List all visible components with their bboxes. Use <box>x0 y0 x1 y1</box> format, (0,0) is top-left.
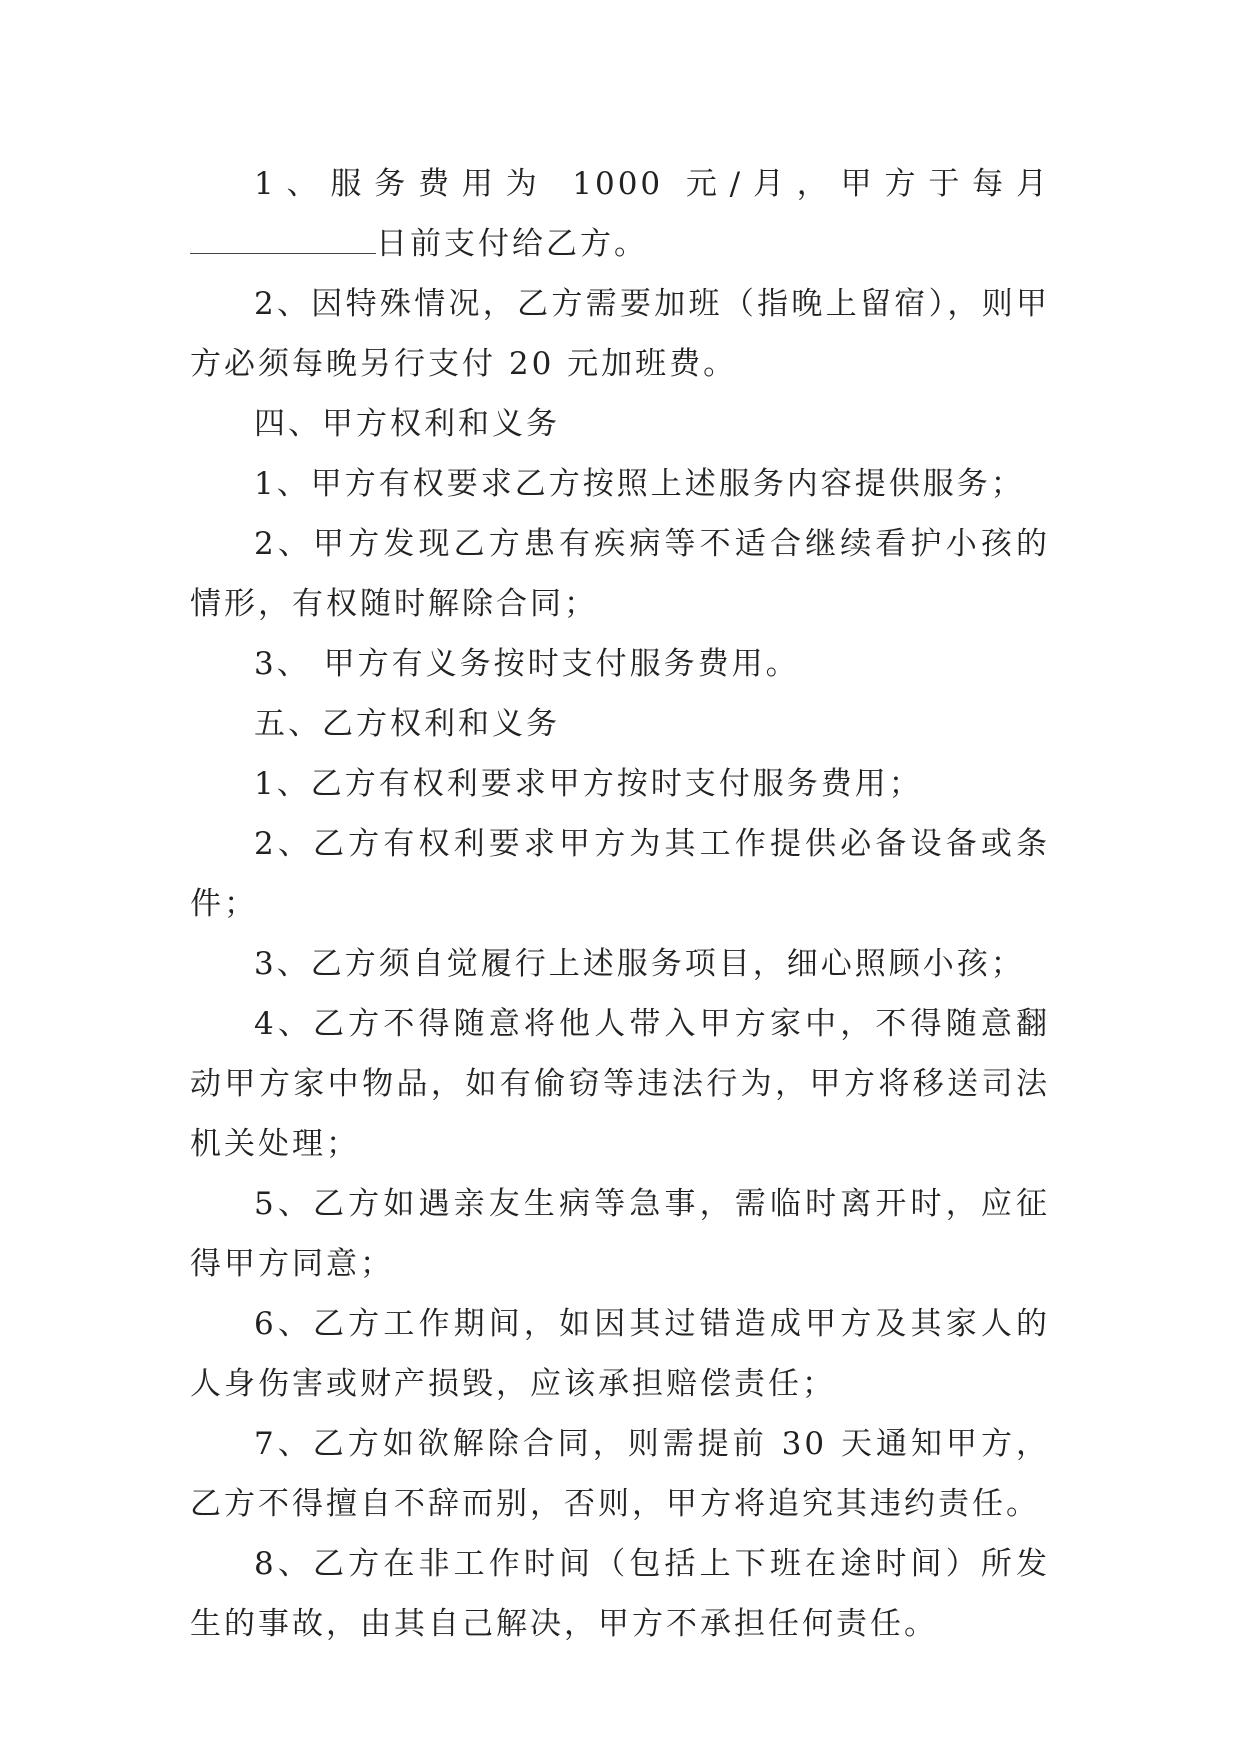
paragraph-fee <box>190 154 1050 274</box>
paragraph-party-a-2: 2、甲方发现乙方患有疾病等不适合继续看护小孩的情形，有权随时解除合同； <box>190 526 1050 622</box>
paragraph-fee-text-before: 1、服务费用为 1000 元/月，甲方于每月 <box>254 166 1050 202</box>
paragraph-party-b-8: 8、乙方在非工作时间（包括上下班在途时间）所发生的事故，由其自己解决，甲方不承担任何责任。 <box>190 1546 1050 1642</box>
paragraph-party-a-1: 1、甲方有权要求乙方按照上述服务内容提供服务； <box>254 466 1025 502</box>
paragraph-party-b-4: 4、乙方不得随意将他人带入甲方家中，不得随意翻动甲方家中物品，如有偷窃等违法行为，甲方将移送司法机关处理； <box>190 1006 1050 1162</box>
paragraph-overtime: 2、因特殊情况，乙方需要加班（指晚上留宿），则甲方必须每晚另行支付 20 元加班费。 <box>190 286 1050 382</box>
paragraph-party-b-1: 1、乙方有权利要求甲方按时支付服务费用； <box>254 766 923 802</box>
paragraph-fee-text-after: 日前支付给乙方。 <box>376 226 648 262</box>
section-heading-party-a: 四、甲方权利和义务 <box>254 406 560 442</box>
section-heading-party-b: 五、乙方权利和义务 <box>254 706 560 742</box>
paragraph-party-b-6: 6、乙方工作期间，如因其过错造成甲方及其家人的人身伤害或财产损毁，应该承担赔偿责任； <box>190 1306 1050 1402</box>
paragraph-party-b-2: 2、乙方有权利要求甲方为其工作提供必备设备或条件； <box>190 826 1050 922</box>
paragraph-party-b-3: 3、乙方须自觉履行上述服务项目，细心照顾小孩； <box>254 946 1025 982</box>
paragraph-party-b-5: 5、乙方如遇亲友生病等急事，需临时离开时，应征得甲方同意； <box>190 1186 1050 1282</box>
document-body <box>190 154 1050 1654</box>
payment-day-blank <box>190 223 376 254</box>
paragraph-party-b-7: 7、乙方如欲解除合同，则需提前 30 天通知甲方，乙方不得擅自不辞而别，否则，甲方将追究其违约责任。 <box>190 1426 1050 1522</box>
paragraph-party-a-3: 3、 甲方有义务按时支付服务费用。 <box>254 646 800 682</box>
